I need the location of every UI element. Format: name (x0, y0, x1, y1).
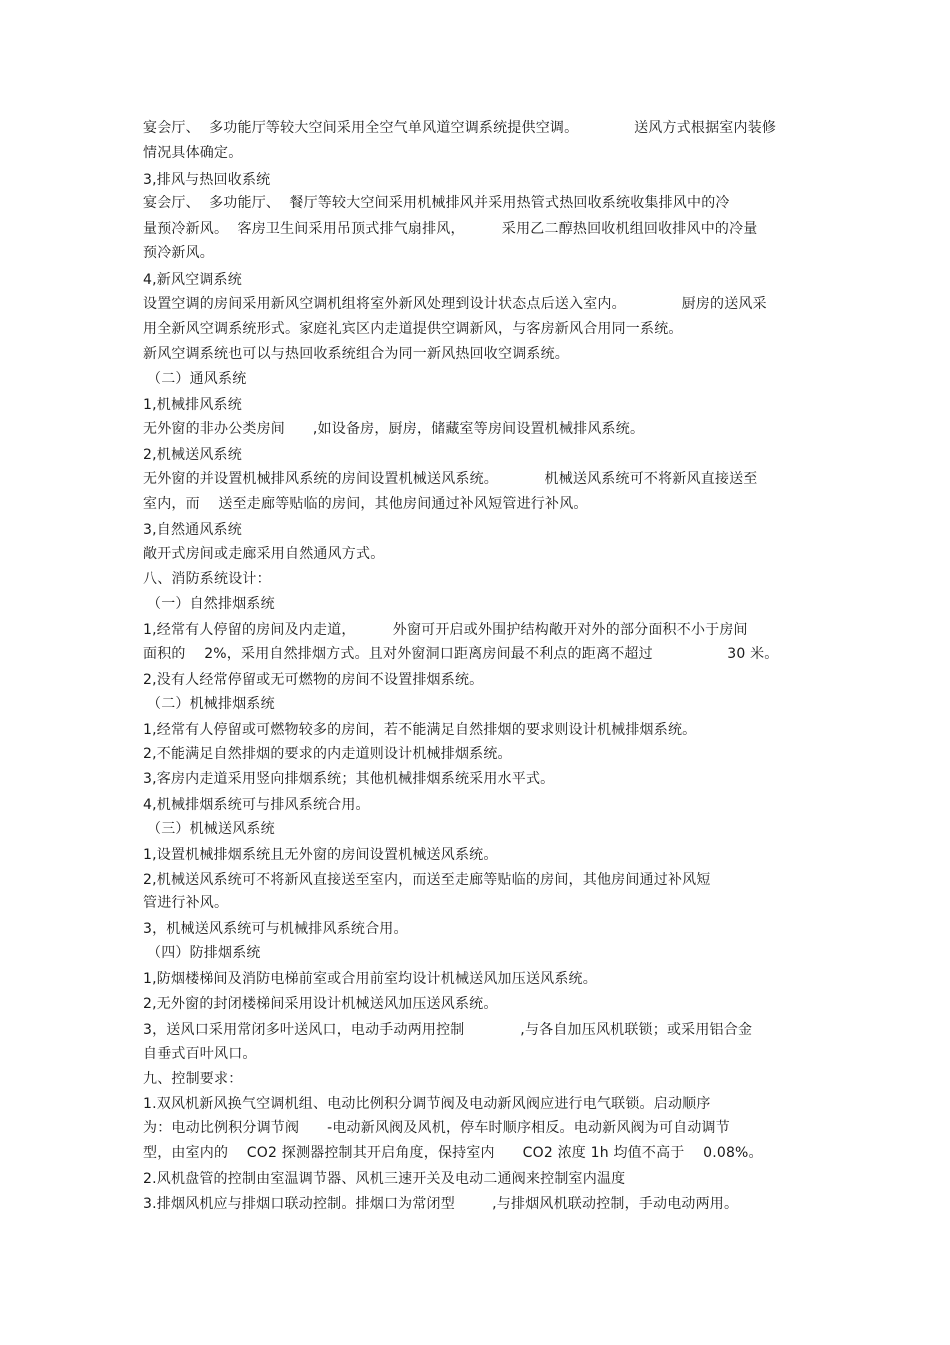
section-heading: 九、控制要求： (143, 1071, 243, 1087)
text-line: 新风空调系统也可以与热回收系统组合为同一新风热回收空调系统。 (143, 346, 569, 362)
section-heading: 八、消防系统设计： (143, 571, 271, 587)
text-line: 自垂式百叶风口。 (143, 1046, 257, 1062)
text-line: 宴会厅、 多功能厅等较大空间采用全空气单风道空调系统提供空调。 送风方式根据室内装修 (143, 120, 777, 136)
text-line: 预冷新风。 (143, 245, 214, 261)
text-line: 管进行补风。 (143, 895, 229, 911)
text-line: 无外窗的并设置机械排风系统的房间设置机械送风系统。 机械送风系统可不将新风直接送至 (143, 471, 758, 487)
text-line: 2.风机盘管的控制由室温调节器、风机三速开关及电动二通阀来控制室内温度 (143, 1171, 626, 1187)
text-line: 1,经常有人停留的房间及内走道， 外窗可开启或外围护结构敞开对外的部分面积不小于房间 (143, 622, 748, 638)
text-line: 3，送风口采用常闭多叶送风口，电动手动两用控制 ,与各自加压风机联锁；或采用铝合金 (143, 1022, 753, 1038)
text-line: 1,经常有人停留或可燃物较多的房间，若不能满足自然排烟的要求则设计机械排烟系统。 (143, 722, 697, 738)
text-line: 面积的 2%，采用自然排烟方式。且对外窗洞口距离房间最不利点的距离不超过 30 米。 (143, 646, 779, 662)
section-heading: 3,排风与热回收系统 (143, 172, 271, 188)
section-heading: （三）机械送风系统 (147, 821, 275, 837)
text-line: 设置空调的房间采用新风空调机组将室外新风处理到设计状态点后送入室内。 厨房的送风采 (143, 296, 767, 312)
text-line: 室内，而 送至走廊等贴临的房间，其他房间通过补风短管进行补风。 (143, 496, 588, 512)
text-line: 用全新风空调系统形式。家庭礼宾区内走道提供空调新风，与客房新风合用同一系统。 (143, 321, 683, 337)
text-line: 型，由室内的 CO2 探测器控制其开启角度，保持室内 CO2 浓度 1h 均值不高于 0.08%。 (143, 1145, 763, 1161)
section-heading: （二）通风系统 (147, 371, 247, 387)
text-line: 1,设置机械排烟系统且无外窗的房间设置机械送风系统。 (143, 847, 498, 863)
text-line: 敞开式房间或走廊采用自然通风方式。 (143, 546, 385, 562)
text-line: 2,没有人经常停留或无可燃物的房间不设置排烟系统。 (143, 672, 484, 688)
section-heading: 4,新风空调系统 (143, 272, 242, 288)
text-line: 情况具体确定。 (143, 145, 243, 161)
section-heading: 2,机械送风系统 (143, 447, 242, 463)
section-heading: （一）自然排烟系统 (147, 596, 275, 612)
text-line: 2,无外窗的封闭楼梯间采用设计机械送风加压送风系统。 (143, 996, 498, 1012)
text-line: 量预冷新风。 客房卫生间采用吊顶式排气扇排风， 采用乙二醇热回收机组回收排风中的冷量 (143, 221, 758, 237)
text-line: 4,机械排烟系统可与排风系统合用。 (143, 797, 370, 813)
text-line: 2,机械送风系统可不将新风直接送至室内，而送至走廊等贴临的房间，其他房间通过补风短 (143, 872, 711, 888)
text-line: 3，机械送风系统可与机械排风系统合用。 (143, 921, 408, 937)
section-heading: （二）机械排烟系统 (147, 696, 275, 712)
text-line: 宴会厅、 多功能厅、 餐厅等较大空间采用机械排风并采用热管式热回收系统收集排风中的冷 (143, 195, 730, 211)
text-line: 3.排烟风机应与排烟口联动控制。排烟口为常闭型 ,与排烟风机联动控制，手动电动两用。 (143, 1196, 739, 1212)
text-line: 为：电动比例积分调节阀 -电动新风阀及风机，停车时顺序相反。电动新风阀为可自动调节 (143, 1120, 730, 1136)
text-line: 1,防烟楼梯间及消防电梯前室或合用前室均设计机械送风加压送风系统。 (143, 971, 597, 987)
text-line: 2,不能满足自然排烟的要求的内走道则设计机械排烟系统。 (143, 746, 512, 762)
text-line: 1.双风机新风换气空调机组、电动比例积分调节阀及电动新风阀应进行电气联锁。启动顺序 (143, 1096, 711, 1112)
text-line: 无外窗的非办公类房间 ,如设备房，厨房，储藏室等房间设置机械排风系统。 (143, 421, 645, 437)
section-heading: 1,机械排风系统 (143, 397, 242, 413)
section-heading: （四）防排烟系统 (147, 945, 261, 961)
text-line: 3,客房内走道采用竖向排烟系统；其他机械排烟系统采用水平式。 (143, 771, 555, 787)
section-heading: 3,自然通风系统 (143, 522, 242, 538)
